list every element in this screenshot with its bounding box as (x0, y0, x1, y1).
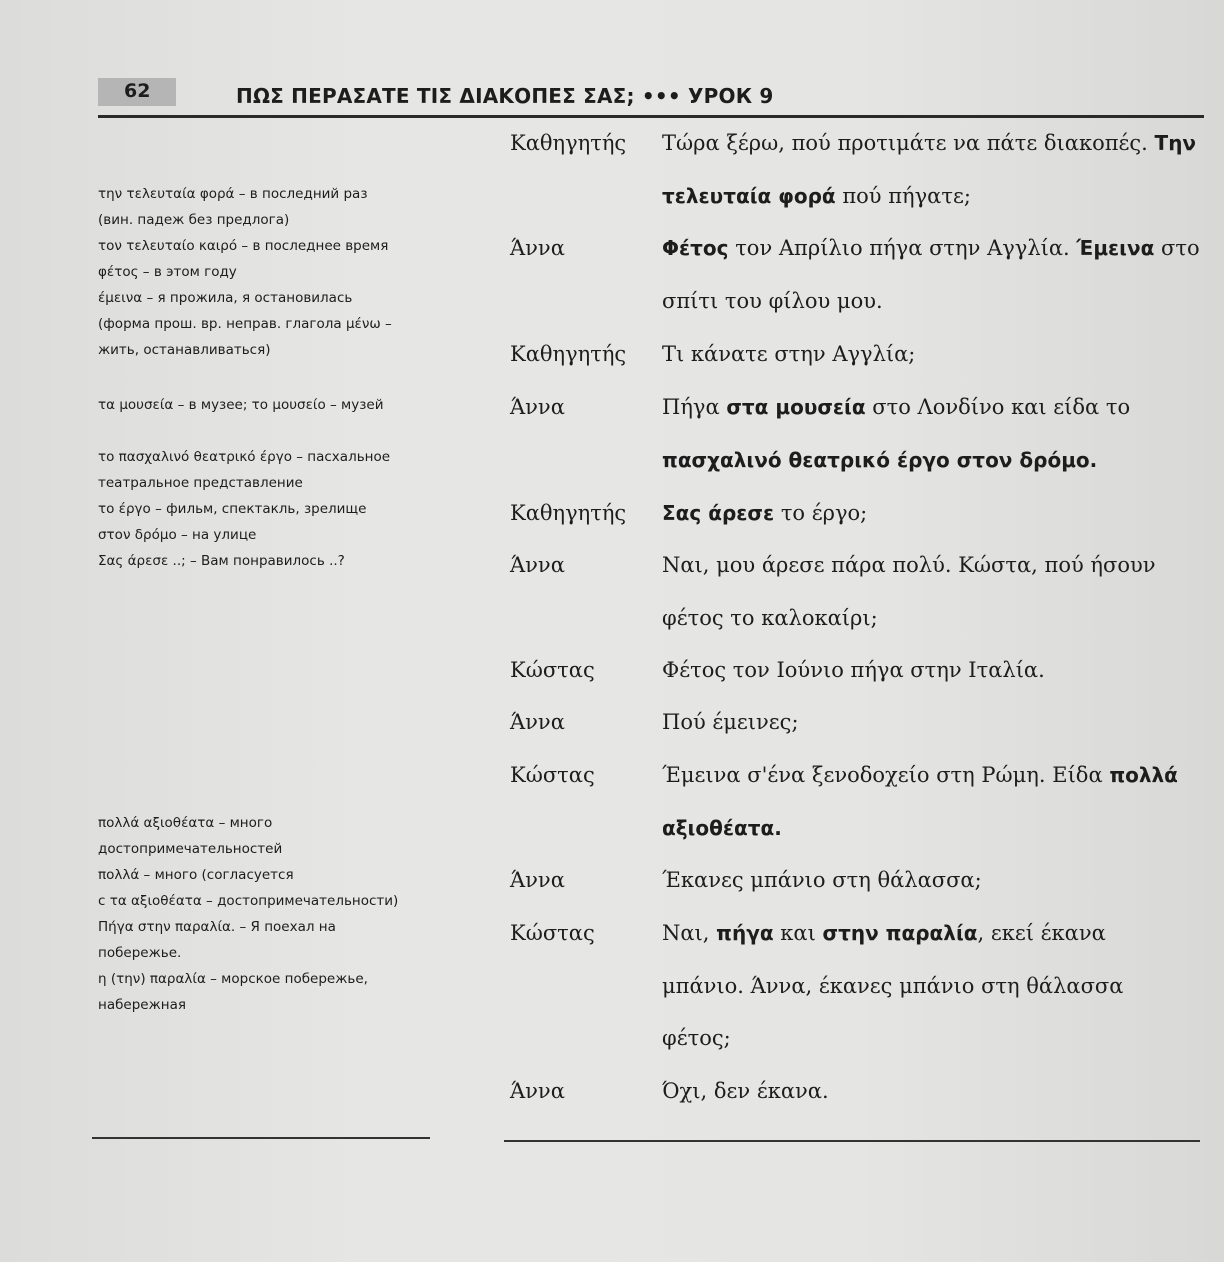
speaker-teacher: Καθηγητής (510, 131, 627, 155)
vocabulary-entry: достопримечательностей (98, 841, 283, 857)
speaker-kostas: Κώστας (510, 658, 595, 682)
vocabulary-group-1 (98, 181, 438, 363)
dialogue-text: , εκεί έκανα (977, 921, 1106, 945)
vocabulary-group-2 (98, 392, 438, 418)
page-number: 62 (124, 80, 151, 102)
vocabulary-group-3 (98, 444, 438, 574)
dialogue-highlight: τελευταία φορά (662, 184, 836, 208)
vocabulary-entry: το έργο – фильм, спектакль, зрелище (98, 501, 367, 517)
dialogue-line (662, 447, 1202, 473)
dialogue-line: Ναι, μου άρεσε πάρα πολύ. Κώστα, πού ήσουν (662, 553, 1156, 577)
dialogue-line: Έκανες μπάνιο στη θάλασσα; (662, 868, 982, 892)
dialogue-text: στο (1161, 236, 1200, 260)
vocabulary-entry: πολλά – много (согласуется (98, 867, 294, 883)
dialogue-line (662, 130, 1202, 156)
speaker-anna: Άννα (510, 710, 565, 734)
dialogue-highlight: αξιοθέατα. (662, 816, 782, 840)
dialogue-text: πού πήγατε; (842, 184, 971, 208)
dialogue-highlight: πολλά (1109, 763, 1178, 787)
vocabulary-entry: φέτος – в этом году (98, 264, 237, 280)
vocabulary-entry: (вин. падеж без предлога) (98, 212, 290, 228)
vocabulary-entry: Πήγα στην παραλία. – Я поехал на (98, 919, 336, 935)
speaker-kostas: Κώστας (510, 763, 595, 787)
dialogue-line: Όχι, δεν έκανα. (662, 1079, 829, 1103)
vocabulary-entry: πολλά αξιοθέατα – много (98, 815, 273, 831)
dialogue-line (662, 500, 1202, 526)
dialogue-line: σπίτι του φίλου μου. (662, 289, 883, 313)
dialogue-line (662, 183, 1202, 209)
dialogue-line: Τι κάνατε στην Αγγλία; (662, 342, 916, 366)
speaker-teacher: Καθηγητής (510, 501, 627, 525)
vocabulary-entry: η (την) παραλία – морское побережье, (98, 971, 368, 987)
vocabulary-entry: театральное представление (98, 475, 303, 491)
dialogue-text: τον Απρίλιο πήγα στην Αγγλία. (735, 236, 1070, 260)
vocabulary-entry: στον δρόμο – на улице (98, 527, 257, 543)
vocabulary-group-4 (98, 810, 438, 1018)
dialogue-highlight: Σας άρεσε (662, 501, 775, 525)
dialogue-text: και (780, 921, 816, 945)
dialogue-line (662, 815, 1202, 841)
running-header: ΠΩΣ ΠΕΡΑΣΑΤΕ ΤΙΣ ΔΙΑΚΟΠΕΣ ΣΑΣ; ••• УРОК 9 (236, 84, 774, 108)
dialogue-text: Τώρα ξέρω, πού προτιμάτε να πάτε διακοπές. (662, 131, 1148, 155)
speaker-anna: Άννα (510, 395, 565, 419)
dialogue-text: Έμεινα σ'ένα ξενοδοχείο στη Ρώμη. Είδα (662, 763, 1103, 787)
vocabulary-entry: το πασχαλινό θεατρικό έργο – пасхальное (98, 449, 391, 465)
vocabulary-entry: έμεινα – я прожила, я остановилась (98, 290, 353, 306)
vocabulary-entry: τον τελευταίο καιρό – в последнее время (98, 238, 389, 254)
dialogue-text: Πήγα (662, 395, 720, 419)
header-rule (98, 115, 1204, 118)
speaker-kostas: Κώστας (510, 921, 595, 945)
dialogue-highlight: στην παραλία (822, 921, 978, 945)
dialogue-line: Πού έμεινες; (662, 710, 799, 734)
dialogue-highlight: Έμεινα (1076, 236, 1155, 260)
dialogue-text: Ναι, (662, 921, 710, 945)
vocabulary-entry: жить, останавливаться) (98, 342, 271, 358)
vocabulary-entry: τα μουσεία – в музее; το μουσείο – музей (98, 397, 384, 413)
dialogue-highlight: στα μουσεία (726, 395, 866, 419)
dialogue-text: το έργο; (780, 501, 868, 525)
vocabulary-entry: την τελευταία φορά – в последний раз (98, 186, 368, 202)
speaker-anna: Άννα (510, 236, 565, 260)
dialogue-highlight: πασχαλινό θεατρικό έργο στον δρόμο. (662, 448, 1098, 472)
speaker-anna: Άννα (510, 868, 565, 892)
vocabulary-entry: Σας άρεσε ..; – Вам понравилось ..? (98, 553, 345, 569)
speaker-teacher: Καθηγητής (510, 342, 627, 366)
vocabulary-entry: побережье. (98, 945, 182, 961)
dialogue-line: φέτος; (662, 1026, 731, 1050)
dialogue-line (662, 920, 1202, 946)
dialogue-line (662, 762, 1202, 788)
sidebar-bottom-rule (92, 1137, 430, 1139)
dialogue-line (662, 235, 1202, 261)
vocabulary-entry: набережная (98, 997, 186, 1013)
dialogue-text: στο Λονδίνο και είδα το (872, 395, 1131, 419)
dialogue-highlight: Την (1154, 131, 1197, 155)
speaker-anna: Άννα (510, 553, 565, 577)
dialogue-line (662, 394, 1202, 420)
dialogue-highlight: πήγα (716, 921, 774, 945)
dialogue-line: Φέτος τον Ιούνιο πήγα στην Ιταλία. (662, 658, 1045, 682)
dialogue-line: φέτος το καλοκαίρι; (662, 606, 878, 630)
speaker-anna: Άννα (510, 1079, 565, 1103)
dialogue-line: μπάνιο. Άννα, έκανες μπάνιο στη θάλασσα (662, 974, 1124, 998)
dialogue-highlight: Φέτος (662, 236, 729, 260)
vocabulary-entry: с τα αξιοθέατα – достопримечательности) (98, 893, 399, 909)
dialogue-bottom-rule (504, 1140, 1200, 1142)
vocabulary-entry: (форма прош. вр. неправ. глагола μένω – (98, 316, 392, 332)
